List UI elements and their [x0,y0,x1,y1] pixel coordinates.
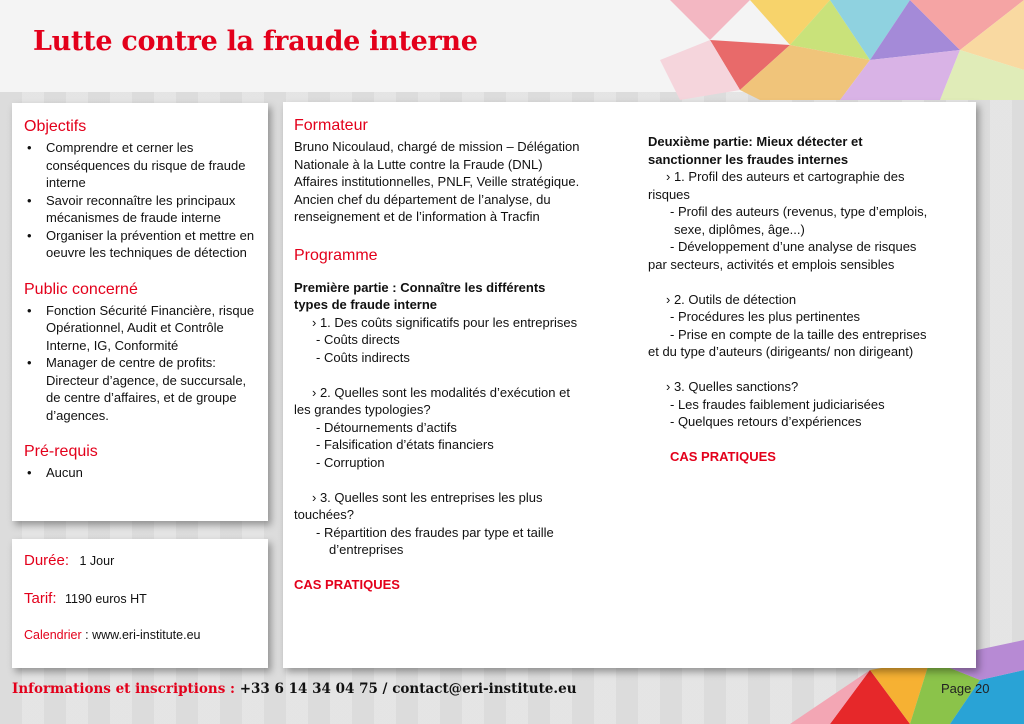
formateur-heading: Formateur [294,117,368,134]
footer-label: Informations et inscriptions : [12,681,240,697]
footer-sep: / [377,681,393,697]
prerequis-heading: Pré-requis [24,443,98,460]
list-item: • Organiser la prévention et mettre en oeuvre les techniques de détection [24,227,258,262]
decorative-polygons-top [640,0,1024,100]
public-list [24,302,258,425]
calendrier-row [24,628,200,642]
formateur-text: Bruno Nicoulaud, chargé de mission – Délégation Nationale à la Lutte contre la Fraude (DNL) Affaires institutionnelles, PNLF, Veille stratégique. Ancien chef du département de l’analyse, du renseignement et de l’information à Tracfin [294,139,580,224]
calendrier-label: Calendrier [24,628,82,642]
footer-phone[interactable]: +33 6 14 34 04 75 [239,681,378,697]
prerequis-list [24,464,258,482]
tarif-label: Tarif [24,590,53,607]
list-item: • Aucun [24,464,258,482]
duree-label: Durée [24,552,65,569]
list-item: • Savoir reconnaître les principaux mécanismes de fraude interne [24,192,258,227]
footer-contact [12,681,577,697]
objectifs-heading: Objectifs [24,118,87,135]
footer-email[interactable]: contact@eri-institute.eu [392,681,577,697]
programme-part1: Première partie : Connaître les différents types de fraude interne › 1. Des coûts significatifs pour les entreprises - Coûts directs - Coûts indirects › 2. Quelles sont les modalités d’exécution et les grandes typologies? - Détournements d’actifs - Falsification d’états financiers - Corruption › 3. Quelles sont les entreprises les plus touchées? - Répartition des fraudes par type et taille d’entreprises CAS PRATIQUES [294,279,624,594]
objectifs-list [24,139,258,262]
calendrier-link[interactable]: www.eri-institute.eu [92,628,201,642]
tarif-sep: : [52,590,57,607]
content-column-right: Deuxième partie: Mieux détecter et sanctionner les fraudes internes › 1. Profil des auteurs et cartographie des risques - Profil des auteurs (revenus, type d’emplois, sexe, diplômes, âge...) - Développement d’une analyse de risques par secteurs, activités et emplois sensibles › 2. Outils de détection - Procédures les plus pertinentes - Prise en compte de la taille des entreprises et du type d’auteurs (dirigeants/ non dirigeant) › 3. Quelles sanctions? - Les fraudes faiblement judiciarisées - Quelques retours d’expériences CAS PRATIQUES [648,133,968,466]
details-card [12,539,268,668]
page-number: Page 20 [941,681,990,696]
calendrier-sep: : [81,628,93,642]
duree-row [24,552,114,570]
cas-pratiques-1: CAS PRATIQUES [294,577,400,592]
page-title: Lutte contre la fraude interne [33,26,478,57]
programme-heading: Programme [294,246,378,264]
list-item: • Comprendre et cerner les conséquences du risque de fraude interne [24,139,258,192]
list-item: • Manager de centre de profits: Directeur d’agence, de succursale, de centre d’affaires, et de groupe d’agences. [24,354,258,424]
public-heading: Public concerné [24,280,138,298]
list-item: • Fonction Sécurité Financière, risque Opérationnel, Audit et Contrôle Interne, IG, Conformité [24,302,258,355]
cas-pratiques-2: CAS PRATIQUES [670,449,776,464]
duree-value: 1 Jour [79,554,115,568]
tarif-row [24,590,147,608]
duree-sep: : [64,552,70,569]
info-card-left [12,103,268,521]
content-column-left [294,116,624,594]
main-card [283,102,976,668]
tarif-value: 1190 euros HT [64,592,147,606]
